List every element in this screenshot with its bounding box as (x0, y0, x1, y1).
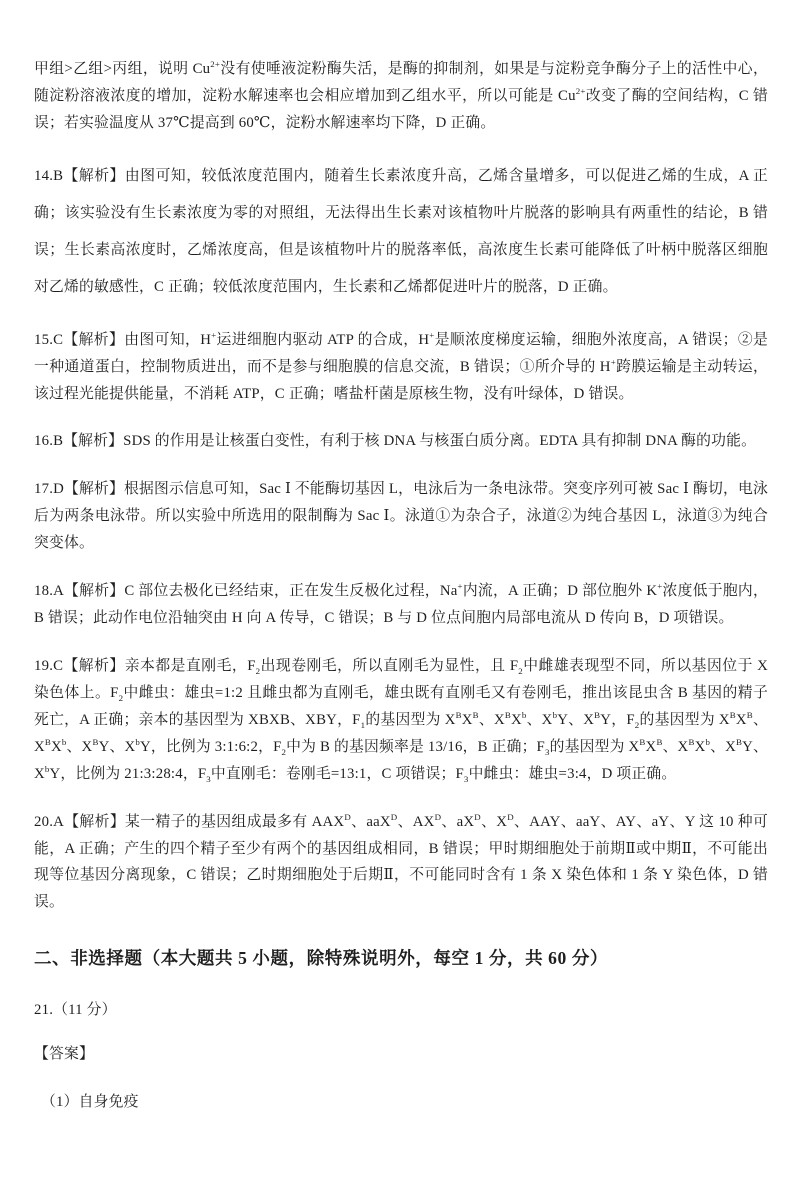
superscript-text: b (135, 736, 140, 747)
superscript-text: + (657, 581, 663, 592)
superscript-text: + (429, 329, 435, 340)
superscript-text: B (746, 709, 753, 720)
question-21-number: 21.（11 分） (34, 1001, 117, 1018)
subscript-text: 3 (206, 773, 211, 784)
answer-15-explanation: 15.C【解析】由图可知，H+运进细胞内驱动 ATP 的合成，H+是顺浓度梯度运输，细胞外浓度高，A 错误；②是一种通道蛋白，控制物质进出，而不是参与细胞膜的信息交流，B 错误；①所介导的 H+跨膜运输是主动转运，该过程光能提供能量，不消耗 ATP，C 正确；嗜盐杆菌是原核生物，没有叶绿体，D 错误。 (34, 329, 769, 402)
subscript-text: 2 (281, 746, 287, 757)
superscript-text: D (390, 811, 398, 822)
subscript-text: 3 (463, 773, 469, 784)
superscript-text: B (455, 709, 462, 720)
answer-label: 【答案】 (34, 1045, 94, 1062)
subscript-text: 2 (255, 665, 261, 676)
superscript-text: B (594, 709, 601, 720)
answer-16-explanation: 16.B【解析】SDS 的作用是让核蛋白变性，有利于核 DNA 与核蛋白质分离。EDTA 具有抑制 DNA 酶的功能。 (34, 433, 757, 450)
superscript-text: 2+ (210, 59, 221, 70)
answer-19-explanation: 19.C【解析】亲本都是直刚毛，$F_2$出现卷刚毛，所以直刚毛为显性，且 $F_2$中雌雄表现型不同，所以基因位于 X 染色体上。$F_2$中雌虫：雄虫=1:2 且雌虫都为直刚毛，雄虫既有直刚毛又有卷刚毛，推出该昆虫含 B 基因的精子死亡，A 正确；亲本的基因型为 XBXB、XBY，$F_1$的基因型为 $X^BX^B$、$X^BX^b$、$X^bY$、$X^BY$，$F_2$的基因型为 $X^BX^B$、$X^BX^b$、$X^BY$、$X^bY$，比例为 3:1:6:2，$F_2$中为 B 的基因频率是 13/16，B 正确；$F_3$的基因型为 $X^BX^B$、$X^BX^b$、$X^BY$、$X^bY$，比例为 21:3:28:4，$F_3$中直刚毛：卷刚毛=13:1，C 项错误；$F_3$中雌虫：雄虫=3:4，D 项正确。 (34, 658, 769, 784)
superscript-text: B (639, 736, 646, 747)
answer-17-explanation: 17.D【解析】根据图示信息可知，Sac Ⅰ 不能酶切基因 L，电泳后为一条电泳带。突变序列可被 Sac Ⅰ 酶切，电泳后为两条电泳带。所以实验中所选用的限制酶为 Sac Ⅰ。泳道①为杂合子，泳道②为纯合基因 L，泳道③为纯合突变体。 (34, 481, 768, 552)
superscript-text: B (472, 709, 479, 720)
superscript-text: b (61, 736, 67, 747)
answer-20-explanation: 20.A【解析】某一精子的基因组成最多有 $AAX^D$、aaX$^D$、$AX^D$、$aX^D$、$X^D$、AAY、aaY、AY、aY、Y 这 10 种可能，A 正确；产生的四个精子至少有两个的基因组成相同，B 错误；甲时期细胞处于前期Ⅱ或中期Ⅱ，不可能出现等位基因分离现象，C 错误；乙时期细胞处于后期Ⅱ，不可能同时含有 1 条 X 染色体和 1 条 Y 染色体，D 错误。 (34, 811, 768, 911)
superscript-text: b (521, 709, 527, 720)
superscript-text: + (211, 329, 217, 340)
answer-14-explanation: 14.B【解析】由图可知，较低浓度范围内，随着生长素浓度升高，乙烯含量增多，可以促进乙烯的生成，A 正确；该实验没有生长素浓度为零的对照组，无法得出生长素对该植物叶片脱落的影响具有两重性的结论，B 错误；生长素高浓度时，乙烯浓度高，但是该植物叶片的脱落率低，高浓度生长素可能降低了叶柄中脱落区细胞对乙烯的敏感性，C 正确；较低浓度范围内，生长素和乙烯都促进叶片的脱落，D 正确。 (34, 167, 768, 295)
superscript-text: B (44, 736, 52, 747)
superscript-text: b (705, 736, 711, 747)
superscript-text: B (504, 709, 511, 720)
superscript-text: b (44, 763, 50, 774)
superscript-text: B (736, 736, 743, 747)
answer-13-explanation-continued: 甲组>乙组>丙组，说明 $Cu^{2+}$没有使唾液淀粉酶失活，是酶的抑制剂，如果是与淀粉竞争酶分子上的活性中心，随淀粉溶液浓度的增加，淀粉水解速率也会相应增加到乙组水平，所以可能是 $Cu^{2+}$改变了酶的空间结构，C 错误；若实验温度从 37℃提高到 60℃，淀粉水解速率均下降，D 正确。 (34, 59, 768, 131)
superscript-text: B (656, 736, 663, 747)
superscript-text: b (552, 709, 558, 720)
subscript-text: 1 (360, 719, 366, 730)
superscript-text: B (729, 709, 736, 720)
subscript-text: 2 (118, 692, 124, 703)
answer-21-part-1: （1）自身免疫 (41, 1094, 139, 1111)
answer-18-explanation: 18.A【解析】C 部位去极化已经结束，正在发生反极化过程，Na+内流，A 正确；D 部位胞外 K+浓度低于胞内，B 错误；此动作电位沿轴突由 H 向 A 传导，C 错误；B 与 D 位点间胞内局部电流从 D 传向 B，D 项错误。 (34, 581, 769, 627)
superscript-text: D (474, 811, 481, 822)
superscript-text: B (92, 736, 99, 747)
subscript-text: 3 (545, 746, 550, 757)
superscript-text: + (457, 581, 463, 592)
superscript-text: + (610, 356, 616, 367)
subscript-text: 2 (634, 719, 640, 730)
section-2-heading: 二、非选择题（本大题共 5 小题，除特殊说明外，每空 1 分，共 60 分） (34, 948, 609, 969)
superscript-text: 2+ (575, 86, 586, 96)
superscript-text: D (344, 811, 351, 822)
superscript-text: D (434, 811, 442, 822)
superscript-text: B (688, 736, 695, 747)
superscript-text: D (507, 811, 514, 822)
subscript-text: 2 (518, 665, 523, 676)
